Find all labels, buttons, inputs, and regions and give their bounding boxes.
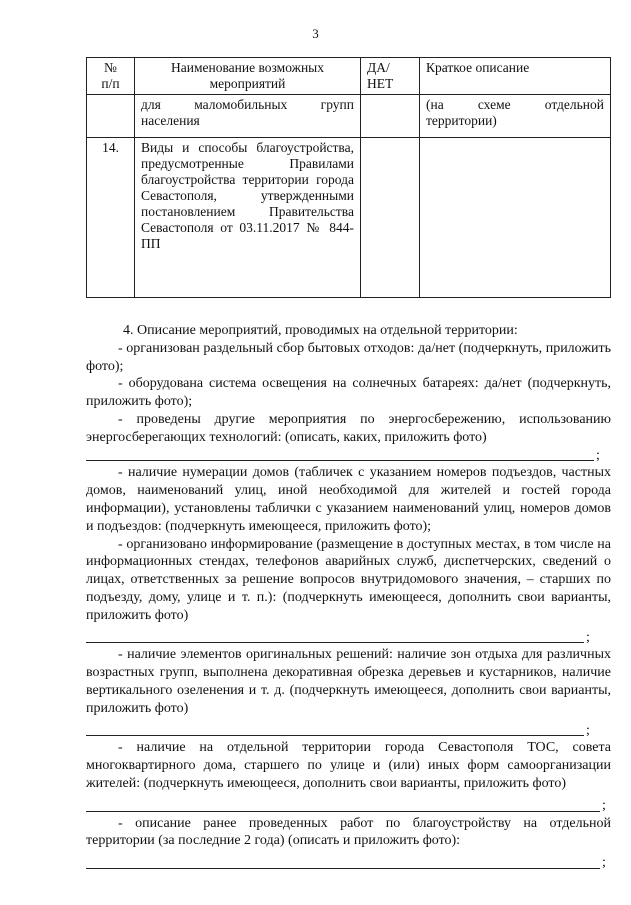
row-name: для маломобильных групп населения — [135, 95, 361, 138]
header-yes-no: ДА/ НЕТ — [361, 58, 420, 95]
list-item: - проведены другие мероприятия по энергосбережению, использованию энергосберегающих технологий: (описать, каких, приложить фото) — [86, 411, 611, 445]
list-item: - наличие на отдельной территории города Севастополя ТОС, совета многоквартирного дома, старшего по улице и (или) иных форм самоорганизации жителей: (подчеркнуть имеющееся, дополнить свои варианты, приложить фото) — [86, 740, 611, 791]
row-yes-no-cell[interactable] — [361, 138, 420, 298]
list-item: - организовано информирование (размещение в доступных местах, в том числе на информационных стендах, телефонов аварийных служб, диспетчерских, сведений о лицах, ответственных за решение вопросов внутридомового значения, – старших по подъезду, дому, улице и т. п.): (подчеркнуть имеющееся, дополнить свои варианты, приложить фото) — [86, 536, 611, 623]
row-name: Виды и способы благоустройства, предусмотренные Правилами благоустройства территории города Севастополя, утвержденными постановлением Правительства Севастополя от 03.11.2017 № 844-ПП — [135, 138, 361, 298]
row-desc: (на схеме отдельной территории) — [420, 95, 611, 138]
row-yes-no-cell[interactable] — [361, 95, 420, 138]
header-name: Наименование возможных мероприятий — [135, 58, 361, 95]
table-row — [87, 95, 611, 138]
header-desc: Краткое описание — [420, 58, 611, 95]
row-num: 14. — [87, 138, 135, 298]
table-row — [87, 138, 611, 298]
fill-in-line[interactable]: ; — [86, 722, 611, 740]
measures-table — [86, 57, 611, 298]
list-item: - наличие нумерации домов (табличек с указанием номеров подъездов, частных домов, наименований улиц, иной необходимой для жителей и гостей города информации), установлены таблички с указанием наименований улиц, номеров домов и подъездов: (подчеркнуть имеющееся, приложить фото); — [86, 465, 611, 534]
section-4 — [86, 322, 611, 872]
fill-in-line[interactable]: ; — [86, 629, 611, 647]
fill-in-line[interactable]: ; — [86, 854, 611, 872]
list-item: - описание ранее проведенных работ по благоустройству на отдельной территории (за последние 2 года) (описать и приложить фото): — [86, 815, 611, 849]
row-desc-cell[interactable] — [420, 138, 611, 298]
row-num — [87, 95, 135, 138]
page-number: 3 — [312, 26, 319, 41]
fill-in-line[interactable]: ; — [86, 797, 611, 815]
list-item: - наличие элементов оригинальных решений: наличие зон отдыха для различных возрастных групп, выполнена декоративная обрезка деревьев и кустарников, наличие вертикального озеленения и т. д. (подчеркнуть имеющееся, дополнить свои варианты, приложить фото) — [86, 647, 611, 716]
fill-in-line[interactable]: ; — [86, 447, 611, 465]
table-header-row — [87, 58, 611, 95]
header-num: № п/п — [87, 58, 135, 95]
list-item: - организован раздельный сбор бытовых отходов: да/нет (подчеркнуть, приложить фото); — [86, 340, 611, 374]
list-item: - оборудована система освещения на солнечных батареях: да/нет (подчеркнуть, приложить фото); — [86, 376, 611, 410]
section-heading: 4. Описание мероприятий, проводимых на отдельной территории: — [123, 323, 518, 338]
